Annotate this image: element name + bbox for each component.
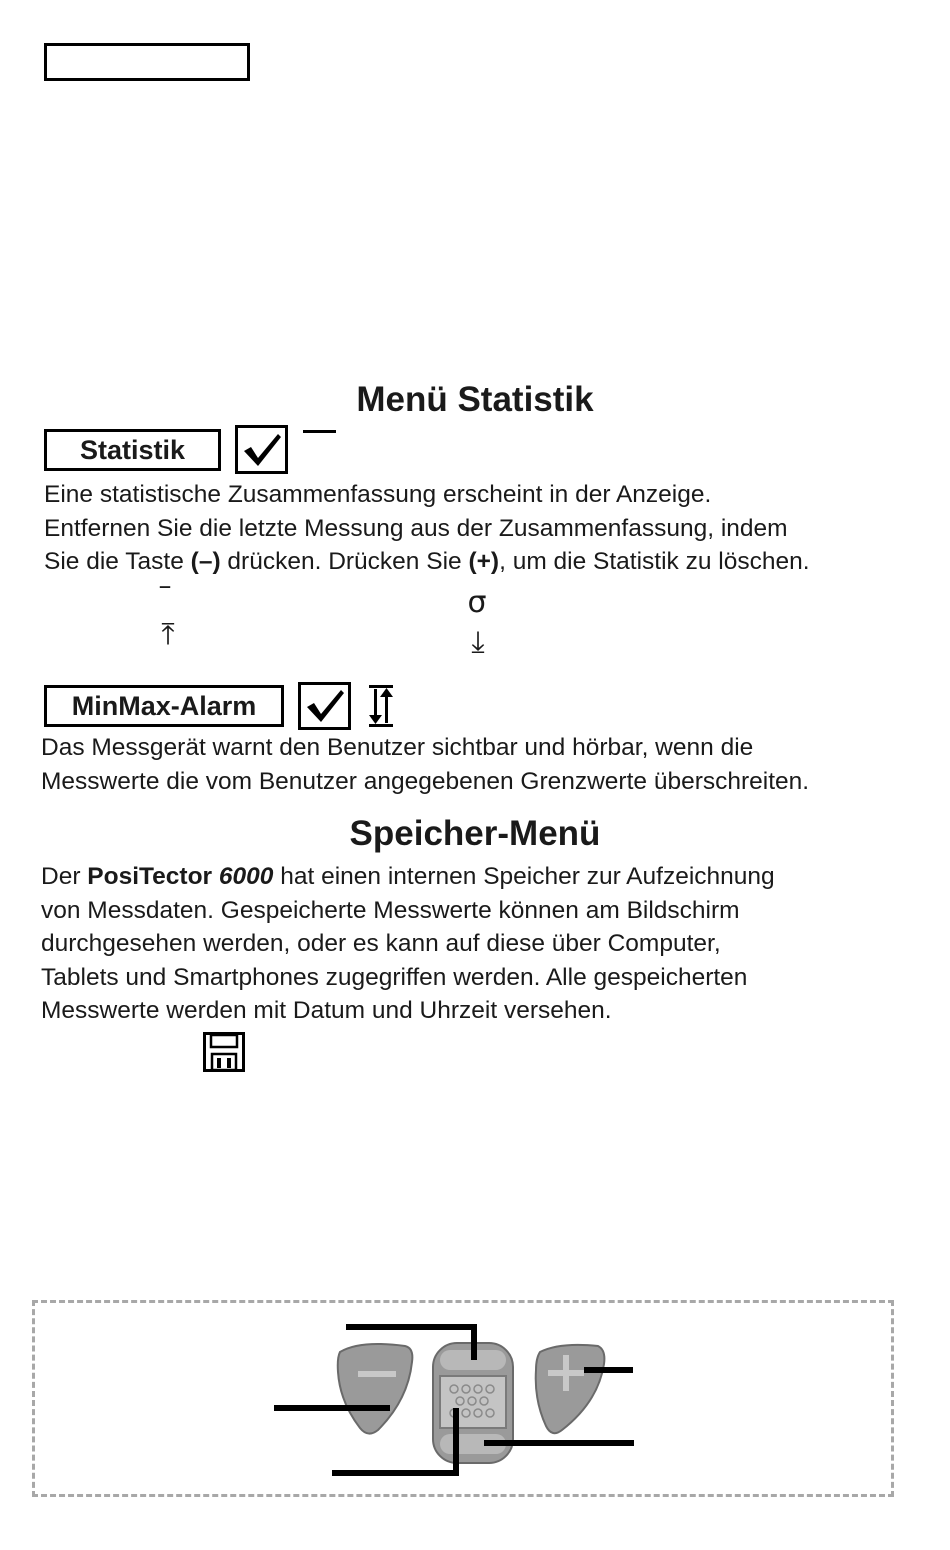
- minmax-alarm-icon: [364, 683, 398, 729]
- memory-line-2: von Messdaten. Gespeicherte Messwerte können am Bildschirm: [41, 896, 740, 924]
- checkmark-icon: [298, 682, 351, 730]
- minmax-alarm-menu-label: MinMax-Alarm: [44, 685, 284, 727]
- memory-line-1: Der PosiTector 6000 hat einen internen Speicher zur Aufzeichnung: [41, 863, 775, 890]
- statistics-line-1: Eine statistische Zusammenfassung erscheint in der Anzeige.: [44, 481, 712, 508]
- plus-button-icon: [536, 1345, 605, 1433]
- max-arrow-icon: ⤒: [161, 617, 175, 652]
- minmax-line-1: Das Messgerät warnt den Benutzer sichtbar und hörbar, wenn die: [41, 734, 754, 761]
- minmax-line-2: Messwerte die vom Benutzer angegebenen Grenzwerte überschreiten.: [41, 767, 810, 795]
- empty-label-box: [44, 43, 250, 81]
- statistics-heading: Menü Statistik: [356, 380, 594, 419]
- mean-bar-icon: [303, 430, 336, 433]
- checkmark-icon: [235, 425, 288, 474]
- sigma-symbol: σ: [467, 585, 487, 620]
- min-arrow-icon: ⤓: [471, 625, 485, 660]
- memory-paragraph: [41, 860, 921, 1028]
- button-diagram: [270, 1322, 640, 1482]
- memory-line-3: durchgesehen werden, oder es kann auf diese über Computer,: [41, 930, 721, 957]
- minmax-paragraph: [41, 731, 921, 798]
- memory-heading: Speicher-Menü: [349, 814, 601, 853]
- statistics-menu-label: Statistik: [44, 429, 221, 471]
- memory-line-4: Tablets und Smartphones zugegriffen werden. Alle gespeicherten: [41, 963, 748, 991]
- statistics-paragraph: [44, 478, 924, 579]
- statistics-line-2: Entfernen Sie die letzte Messung aus der Zusammenfassung, indem: [44, 514, 788, 542]
- mean-symbol: –: [158, 571, 172, 601]
- statistics-line-3: Sie die Taste (–) drücken. Drücken Sie (+), um die Statistik zu löschen.: [44, 548, 810, 575]
- minus-button-icon: [338, 1344, 413, 1434]
- memory-line-5: Messwerte werden mit Datum und Uhrzeit versehen.: [41, 997, 612, 1024]
- floppy-disk-icon: [203, 1032, 245, 1072]
